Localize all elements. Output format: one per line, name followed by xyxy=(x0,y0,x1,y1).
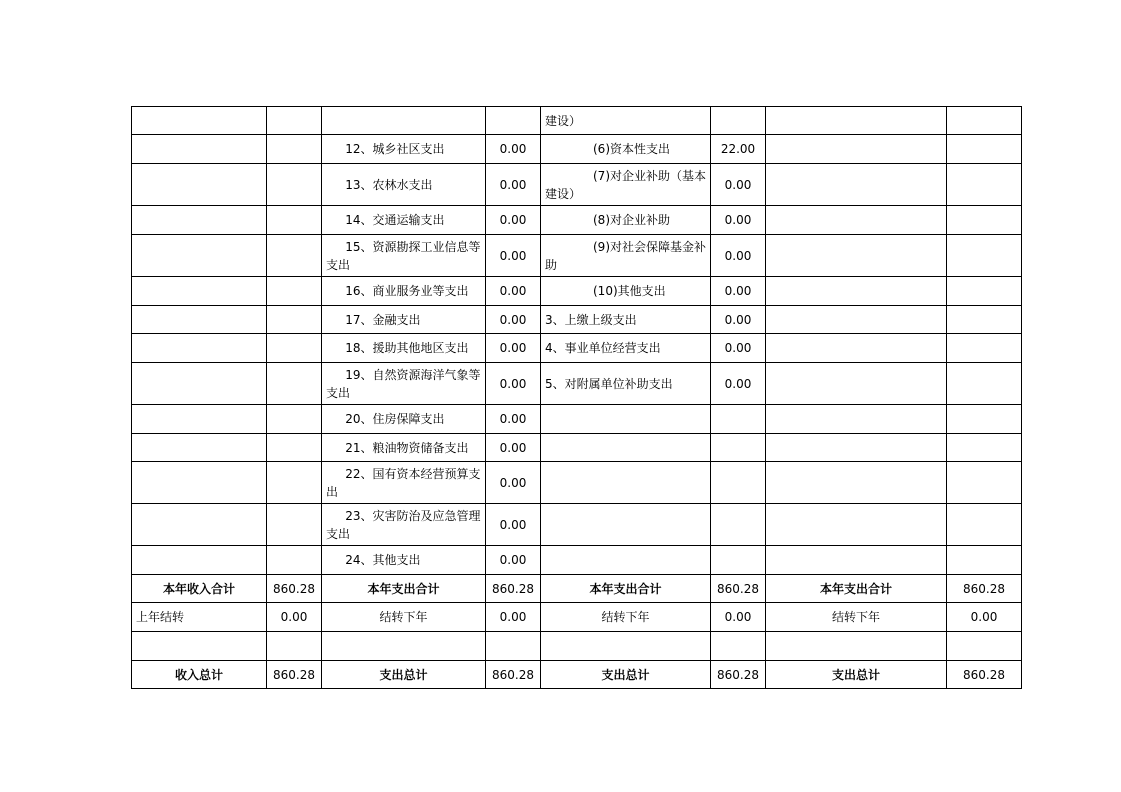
expense-grand-total-value: 860.28 xyxy=(711,661,766,689)
expense-category-label: 21、粮油物资储备支出 xyxy=(322,434,486,462)
expense-item-value: 0.00 xyxy=(711,363,766,405)
expense-item-label: (9)对社会保障基金补助 xyxy=(541,235,711,277)
income-grand-total-label: 收入总计 xyxy=(132,661,267,689)
expense-item-value: 0.00 xyxy=(711,164,766,206)
income-total-value: 860.28 xyxy=(267,575,322,603)
expense-item-label: (7)对企业补助（基本建设） xyxy=(541,164,711,206)
expense-total-label: 本年支出合计 xyxy=(322,575,486,603)
expense-item-label: 3、上缴上级支出 xyxy=(541,306,711,334)
next-carryover-value: 0.00 xyxy=(947,603,1022,632)
table-row xyxy=(132,306,1022,334)
expense-category-label: 16、商业服务业等支出 xyxy=(322,277,486,306)
table-row xyxy=(132,334,1022,363)
budget-table xyxy=(131,106,1022,689)
expense-total-label: 本年支出合计 xyxy=(541,575,711,603)
next-carryover-label: 结转下年 xyxy=(541,603,711,632)
table-row xyxy=(132,632,1022,661)
expense-grand-total-value: 860.28 xyxy=(947,661,1022,689)
expense-total-label: 本年支出合计 xyxy=(766,575,947,603)
expense-category-label: 22、国有资本经营预算支出 xyxy=(322,462,486,504)
expense-category-value: 0.00 xyxy=(486,462,541,504)
expense-total-value: 860.28 xyxy=(711,575,766,603)
expense-category-value: 0.00 xyxy=(486,334,541,363)
expense-item-label: 4、事业单位经营支出 xyxy=(541,334,711,363)
expense-category-label: 18、援助其他地区支出 xyxy=(322,334,486,363)
expense-category-label: 12、城乡社区支出 xyxy=(322,135,486,164)
expense-category-value: 0.00 xyxy=(486,546,541,575)
expense-grand-total-label: 支出总计 xyxy=(541,661,711,689)
expense-category-value: 0.00 xyxy=(486,504,541,546)
carryover-row xyxy=(132,603,1022,632)
expense-grand-total-value: 860.28 xyxy=(486,661,541,689)
next-carryover-label: 结转下年 xyxy=(322,603,486,632)
expense-category-label: 20、住房保障支出 xyxy=(322,405,486,434)
expense-category-value: 0.00 xyxy=(486,235,541,277)
expense-grand-total-label: 支出总计 xyxy=(766,661,947,689)
expense-item-value: 0.00 xyxy=(711,334,766,363)
expense-item-value: 0.00 xyxy=(711,235,766,277)
expense-item-value: 0.00 xyxy=(711,306,766,334)
expense-item-label: (10)其他支出 xyxy=(541,277,711,306)
expense-category-value: 0.00 xyxy=(486,206,541,235)
expense-category-label: 24、其他支出 xyxy=(322,546,486,575)
expense-item-value: 22.00 xyxy=(711,135,766,164)
table-row xyxy=(132,277,1022,306)
totals-row xyxy=(132,575,1022,603)
expense-category-label: 13、农林水支出 xyxy=(322,164,486,206)
expense-total-value: 860.28 xyxy=(486,575,541,603)
table-row xyxy=(132,107,1022,135)
expense-category-label: 15、资源勘探工业信息等支出 xyxy=(322,235,486,277)
expense-item-value: 0.00 xyxy=(711,277,766,306)
expense-total-value: 860.28 xyxy=(947,575,1022,603)
table-row xyxy=(132,135,1022,164)
expense-category-value: 0.00 xyxy=(486,363,541,405)
next-carryover-label: 结转下年 xyxy=(766,603,947,632)
income-grand-total-value: 860.28 xyxy=(267,661,322,689)
next-carryover-value: 0.00 xyxy=(711,603,766,632)
expense-category-label: 23、灾害防治及应急管理支出 xyxy=(322,504,486,546)
expense-item-label: (6)资本性支出 xyxy=(541,135,711,164)
table-row xyxy=(132,164,1022,206)
expense-item-label: 5、对附属单位补助支出 xyxy=(541,363,711,405)
income-total-label: 本年收入合计 xyxy=(132,575,267,603)
table-row xyxy=(132,546,1022,575)
expense-category-label: 19、自然资源海洋气象等支出 xyxy=(322,363,486,405)
table-row xyxy=(132,504,1022,546)
expense-item-label: 建设） xyxy=(541,107,711,135)
table-row xyxy=(132,206,1022,235)
table-row xyxy=(132,434,1022,462)
expense-category-value: 0.00 xyxy=(486,306,541,334)
expense-category-label: 17、金融支出 xyxy=(322,306,486,334)
table-row xyxy=(132,235,1022,277)
expense-category-value: 0.00 xyxy=(486,277,541,306)
expense-category-value: 0.00 xyxy=(486,434,541,462)
table-row xyxy=(132,462,1022,504)
grand-total-row xyxy=(132,661,1022,689)
expense-category-value: 0.00 xyxy=(486,405,541,434)
expense-category-label: 14、交通运输支出 xyxy=(322,206,486,235)
table-row xyxy=(132,363,1022,405)
expense-grand-total-label: 支出总计 xyxy=(322,661,486,689)
expense-item-value: 0.00 xyxy=(711,206,766,235)
expense-item-label: (8)对企业补助 xyxy=(541,206,711,235)
table-row xyxy=(132,405,1022,434)
prev-carryover-value: 0.00 xyxy=(267,603,322,632)
expense-category-value: 0.00 xyxy=(486,164,541,206)
prev-carryover-label: 上年结转 xyxy=(132,603,267,632)
next-carryover-value: 0.00 xyxy=(486,603,541,632)
expense-category-value: 0.00 xyxy=(486,135,541,164)
